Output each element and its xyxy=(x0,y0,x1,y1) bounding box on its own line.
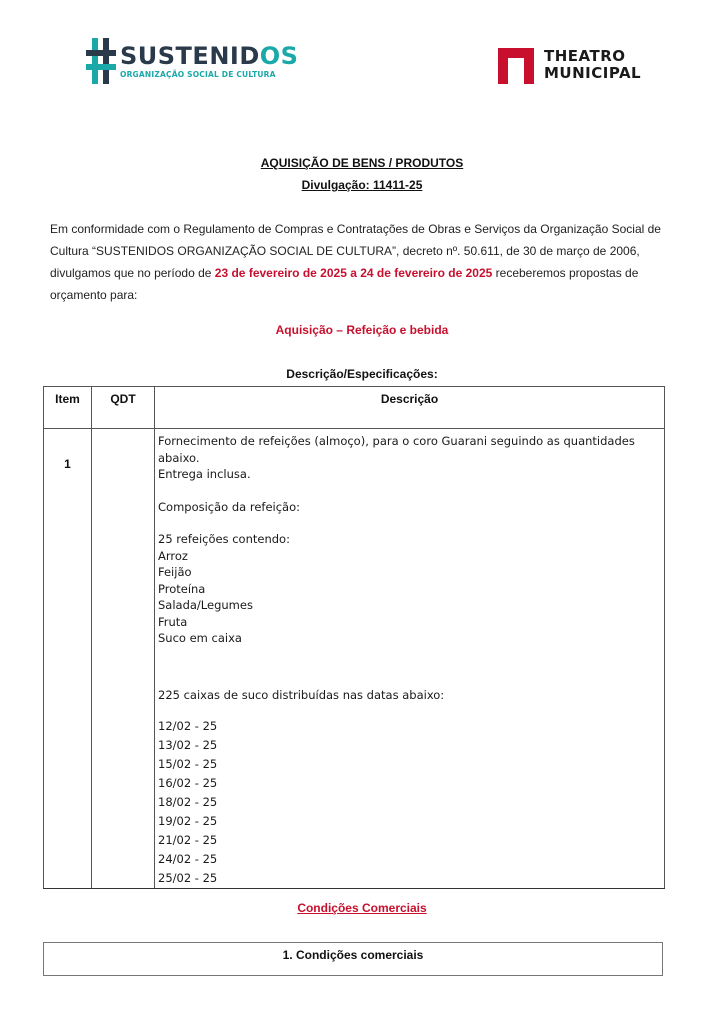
intro-after: receberemos propostas de orçamento para: xyxy=(50,266,639,302)
header-item: Item xyxy=(44,387,92,429)
desc-juice-line: 225 caixas de suco distribuídas nas datas abaixo: xyxy=(158,687,445,702)
intro-before: Em conformidade com o Regulamento de Compras e Contratações de Obras e Serviços da Organização Social de Cultura “SUSTENIDOS ORGANIZAÇÃO SOCIAL DE CULTURA”, decreto nº. 50.611, de 30 de março de 2006, divulgamos que no período de xyxy=(50,222,661,280)
logo-name-accent: OS xyxy=(259,42,299,70)
list-item: Suco em caixa xyxy=(158,631,242,645)
intro-paragraph xyxy=(50,218,675,306)
list-item: Proteína xyxy=(158,581,206,596)
conditions-box-heading: 1. Condições comerciais xyxy=(282,948,424,962)
list-item: 18/02 - 25 xyxy=(158,795,218,809)
section-title: Aquisição – Refeição e bebida xyxy=(275,323,449,337)
header-logos xyxy=(0,30,724,90)
logo-line2: MUNICIPAL xyxy=(544,64,642,82)
logo-line1: THEATRO xyxy=(544,47,626,65)
list-item: Arroz xyxy=(158,548,188,563)
header-description: Descrição xyxy=(155,387,665,429)
desc-meals-line: 25 refeições contendo: xyxy=(158,532,290,546)
desc-composition-label: Composição da refeição: xyxy=(158,499,301,514)
list-item: 16/02 - 25 xyxy=(158,776,218,790)
list-item: Feijão xyxy=(158,565,192,579)
list-item: 15/02 - 25 xyxy=(158,757,218,771)
cell-qty xyxy=(92,429,155,889)
document-title: AQUISIÇÃO DE BENS / PRODUTOS xyxy=(260,156,464,170)
list-item: 25/02 - 25 xyxy=(158,871,218,885)
desc-intro-line: Fornecimento de refeições (almoço), para o coro Guarani seguindo as quantidades abaixo. xyxy=(158,434,635,465)
desc-delivery: Entrega inclusa. xyxy=(158,467,251,481)
sustenidos-logo xyxy=(86,36,298,86)
table-row xyxy=(44,429,665,889)
spec-title: Descrição/Especificações: xyxy=(286,367,438,381)
list-item: 12/02 - 25 xyxy=(158,719,218,733)
conditions-title: Condições Comerciais xyxy=(297,901,427,915)
intro-period: 23 de fevereiro de 2025 a 24 de fevereiro de 2025 xyxy=(214,266,493,280)
list-item: Salada/Legumes xyxy=(158,598,253,612)
theatro-municipal-logo xyxy=(496,44,641,86)
header-qty: QDT xyxy=(92,387,155,429)
items-table xyxy=(43,386,665,889)
logo-name-main: SUSTENID xyxy=(120,42,260,70)
list-item: Fruta xyxy=(158,614,188,629)
list-item: 13/02 - 25 xyxy=(158,738,218,752)
hash-icon xyxy=(86,36,116,86)
dates-list xyxy=(158,717,664,888)
meal-items-list xyxy=(158,548,664,647)
theatro-mark-icon xyxy=(496,44,536,86)
disclosure-number: Divulgação: 11411-25 xyxy=(301,178,423,192)
table-header-row xyxy=(44,387,665,429)
cell-item: 1 xyxy=(44,429,92,889)
conditions-box xyxy=(43,942,663,976)
list-item: 19/02 - 25 xyxy=(158,814,218,828)
list-item: 24/02 - 25 xyxy=(158,852,218,866)
cell-description xyxy=(155,429,665,889)
logo-subtitle: ORGANIZAÇÃO SOCIAL DE CULTURA xyxy=(120,70,276,79)
list-item: 21/02 - 25 xyxy=(158,833,218,847)
